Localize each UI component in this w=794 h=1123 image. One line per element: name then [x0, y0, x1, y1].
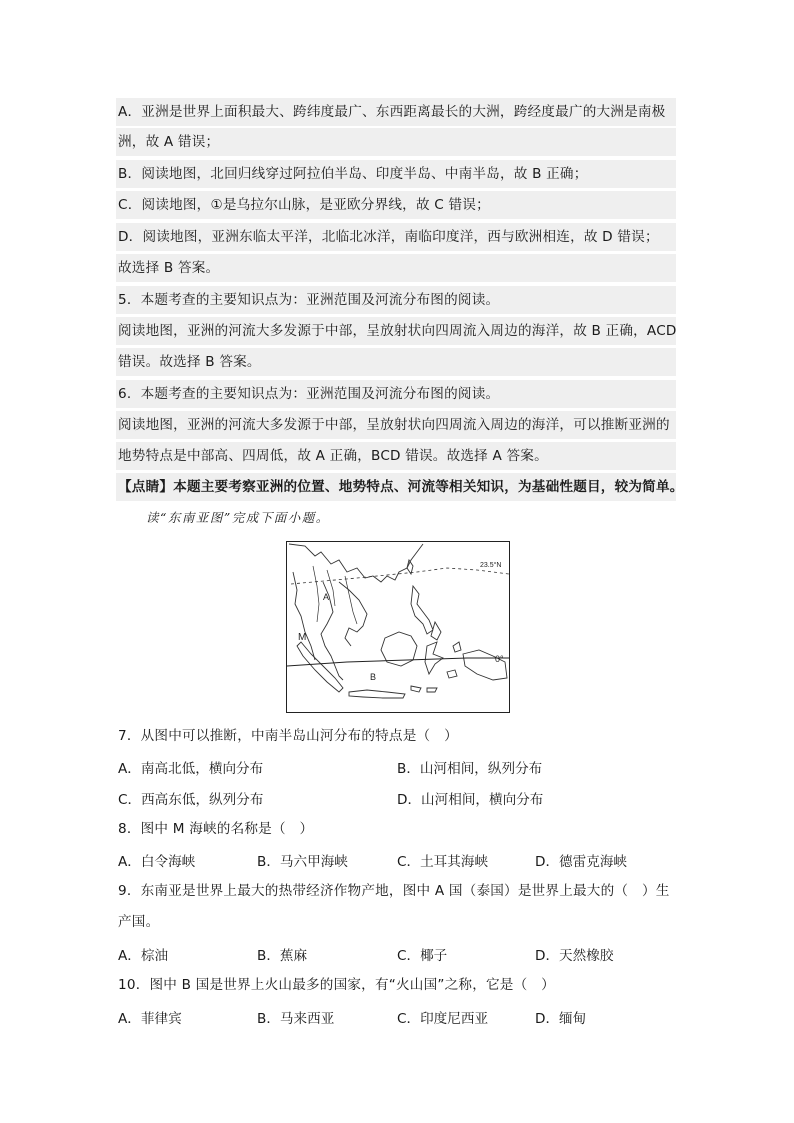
river-lines	[313, 566, 357, 624]
q10-option-a[interactable]: A．菲律宾	[118, 1011, 182, 1027]
philippines-islands	[411, 586, 441, 640]
java-island	[349, 690, 405, 698]
q9-option-d[interactable]: D．天然橡胶	[535, 948, 614, 964]
question-10-stem: 10．图中 B 国是世界上火山最多的国家，有“火山国”之称，它是（ ）	[118, 977, 555, 993]
explanation-line: 阅读地图，亚洲的河流大多发源于中部，呈放射状向四周流入周边的海洋，可以推断亚洲的	[116, 411, 676, 439]
q9-option-a[interactable]: A．棕油	[118, 948, 169, 964]
explanation-line: 故选择 B 答案。	[116, 254, 676, 282]
equator-label: 0°	[495, 654, 504, 664]
q7-option-a[interactable]: A．南高北低，横向分布	[118, 761, 264, 777]
q8-option-c[interactable]: C．土耳其海峡	[397, 854, 489, 870]
explanation-line: 错误。故选择 B 答案。	[116, 348, 676, 376]
q9-option-b[interactable]: B．蕉麻	[257, 948, 308, 964]
q7-option-d[interactable]: D．山河相间，横向分布	[397, 792, 544, 808]
question-8-stem: 8．图中 M 海峡的名称是（ ）	[118, 821, 314, 837]
explanation-line: 阅读地图，亚洲的河流大多发源于中部，呈放射状向四周流入周边的海洋，故 B 正确，ACD	[116, 317, 676, 345]
map-drawing	[287, 542, 509, 712]
explanation-line: 5．本题考查的主要知识点为：亚洲范围及河流分布图的阅读。	[116, 286, 676, 314]
map-instruction: 读“东南亚图”完成下面小题。	[146, 510, 330, 525]
label-a: A	[323, 592, 330, 602]
southeast-asia-map	[286, 541, 510, 713]
explanation-line: 6．本题考查的主要知识点为：亚洲范围及河流分布图的阅读。	[116, 380, 676, 408]
question-9-stem: 9．东南亚是世界上最大的热带经济作物产地，图中 A 国（泰国）是世界上最大的（ ）生	[118, 883, 670, 899]
q9-option-c[interactable]: C．椰子	[397, 948, 448, 964]
burma-coast	[293, 572, 315, 660]
q10-option-d[interactable]: D．缅甸	[535, 1011, 587, 1027]
label-m: M	[298, 632, 307, 643]
question-7-stem: 7．从图中可以推断，中南半岛山河分布的特点是（ ）	[118, 728, 458, 744]
sumatra-island	[297, 642, 343, 692]
explanation-line: C．阅读地图，①是乌拉尔山脉，是亚欧分界线，故 C 错误；	[116, 191, 676, 219]
mainland-coast	[289, 544, 423, 582]
tropic-label: 23.5°N	[480, 562, 502, 569]
sulawesi-island	[425, 642, 443, 674]
q7-option-c[interactable]: C．西高东低，纵列分布	[118, 792, 264, 808]
tropic-of-cancer-line	[291, 568, 509, 584]
label-b: B	[370, 672, 377, 682]
q8-option-d[interactable]: D．德雷克海峡	[535, 854, 628, 870]
explanation-line: 洲，故 A 错误；	[116, 128, 676, 156]
explanation-line: A．亚洲是世界上面积最大、跨纬度最广、东西距离最长的大洲，跨经度最广的大洲是南极	[116, 98, 676, 126]
q10-option-c[interactable]: C．印度尼西亚	[397, 1011, 489, 1027]
explanation-line: 地势特点是中部高、四周低，故 A 正确，BCD 错误。故选择 A 答案。	[116, 442, 676, 470]
q10-option-b[interactable]: B．马来西亚	[257, 1011, 335, 1027]
q8-option-b[interactable]: B．马六甲海峡	[257, 854, 348, 870]
summary-note: 【点睛】本题主要考察亚洲的位置、地势特点、河流等相关知识，为基础性题目，较为简单。	[116, 473, 676, 501]
q8-option-a[interactable]: A．白令海峡	[118, 854, 196, 870]
explanation-line: D．阅读地图，亚洲东临太平洋，北临北冰洋，南临印度洋，西与欧洲相连，故 D 错误；	[116, 223, 676, 251]
q7-option-b[interactable]: B．山河相间，纵列分布	[397, 761, 543, 777]
small-islands	[411, 642, 461, 692]
explanation-line: B．阅读地图，北回归线穿过阿拉伯半岛、印度半岛、中南半岛，故 B 正确；	[116, 160, 676, 188]
question-9-stem-cont: 产国。	[118, 914, 160, 930]
